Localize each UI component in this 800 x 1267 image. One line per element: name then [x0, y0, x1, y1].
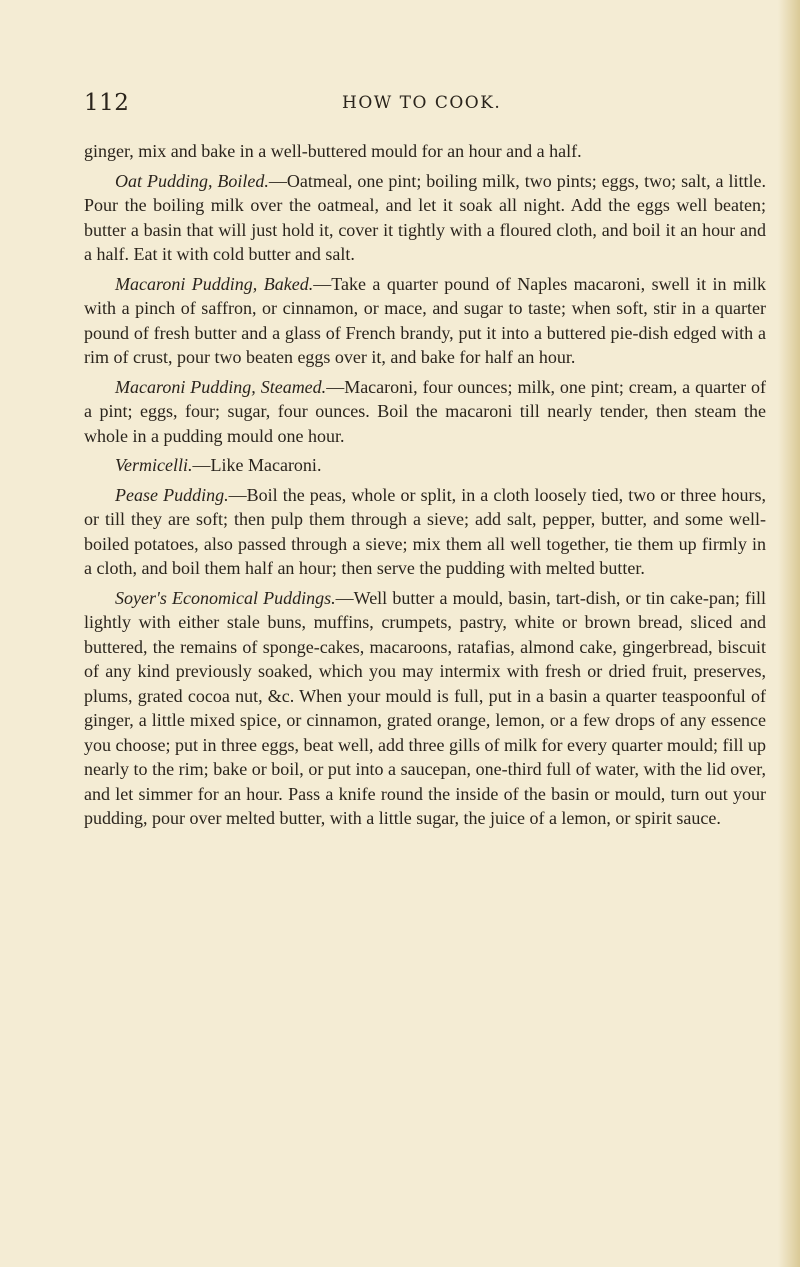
page-edge-shading [778, 0, 800, 1267]
recipe-soyers-economical-puddings [84, 586, 766, 831]
recipe-text: —Oatmeal, one pint; boiling milk, two pints; eggs, two; salt, a little. Pour the boiling milk over the oatmeal, and let it soak all night. Add the eggs well beaten; butter a basin that will just hold it, cover it tightly with a floured cloth, and boil it an hour and a half. Eat it with cold butter and salt. [84, 170, 767, 264]
recipe-title: Macaroni Pudding, Baked. [115, 273, 314, 294]
recipe-text: —Boil the peas, whole or split, in a cloth loosely tied, two or three hours, or till they are soft; then pulp them through a sieve; add salt, pepper, butter, and some well-boiled potatoes, also passed through a sieve; mix them all well together, tie them up firmly in a cloth, and boil them half an hour; then serve the pudding with melted butter. [84, 484, 766, 578]
recipe-title: Pease Pudding. [115, 484, 229, 505]
recipe-pease-pudding [84, 483, 766, 581]
recipe-title: Macaroni Pudding, Steamed. [115, 376, 327, 397]
body-text [84, 139, 766, 836]
recipe-text: —Take a quarter pound of Naples macaroni, swell it in milk with a pinch of saffron, or cinnamon, or mace, and sugar to taste; when soft, stir in a quarter pound of fresh butter and a glass of French brandy, put it into a buttered pie-dish edged with a rim of crust, pour two beaten eggs over it, and bake for half an hour. [84, 273, 766, 367]
page-header [84, 90, 764, 130]
recipe-title: Oat Pudding, Boiled. [115, 170, 269, 191]
recipe-macaroni-pudding-steamed [84, 375, 766, 449]
paragraph-text: ginger, mix and bake in a well-buttered mould for an hour and a half. [84, 141, 582, 161]
recipe-macaroni-pudding-baked [84, 272, 766, 370]
recipe-vermicelli [84, 453, 766, 478]
paragraph-continued [84, 139, 766, 164]
page-number: 112 [84, 90, 130, 116]
recipe-text: —Well butter a mould, basin, tart-dish, or tin cake-pan; fill lightly with either stale buns, muffins, crumpets, pastry, white or brown bread, sliced and buttered, the remains of sponge-cakes, macaroons, ratafias, almond cake, gingerbread, biscuit of any kind previously soaked, which you may intermix with fresh or dried fruit, preserves, plums, grated cocoa nut, &c. When your mould is full, put in a basin a quarter teaspoonful of ginger, a little mixed spice, or cinnamon, grated orange, lemon, or a few drops of any essence you choose; put in three eggs, beat well, add three gills of milk for every quarter mould; fill up nearly to the rim; bake or boil, or put into a saucepan, one-third full of water, with the lid over, and let simmer for an hour. Pass a knife round the inside of the basin or mould, turn out your pudding, pour over melted butter, with a little sugar, the juice of a lemon, or spirit sauce. [84, 587, 766, 828]
recipe-title: Soyer's Economical Puddings. [115, 587, 336, 608]
recipe-title: Vermicelli. [115, 455, 193, 475]
recipe-oat-pudding-boiled [84, 169, 766, 267]
recipe-text: —Macaroni, four ounces; milk, one pint; cream, a quarter of a pint; eggs, four; sugar, four ounces. Boil the macaroni till nearly tender, then steam the whole in a pudding mould one hour. [84, 376, 767, 446]
recipe-text: —Like Macaroni. [192, 455, 322, 475]
running-head: HOW TO COOK. [342, 93, 502, 113]
